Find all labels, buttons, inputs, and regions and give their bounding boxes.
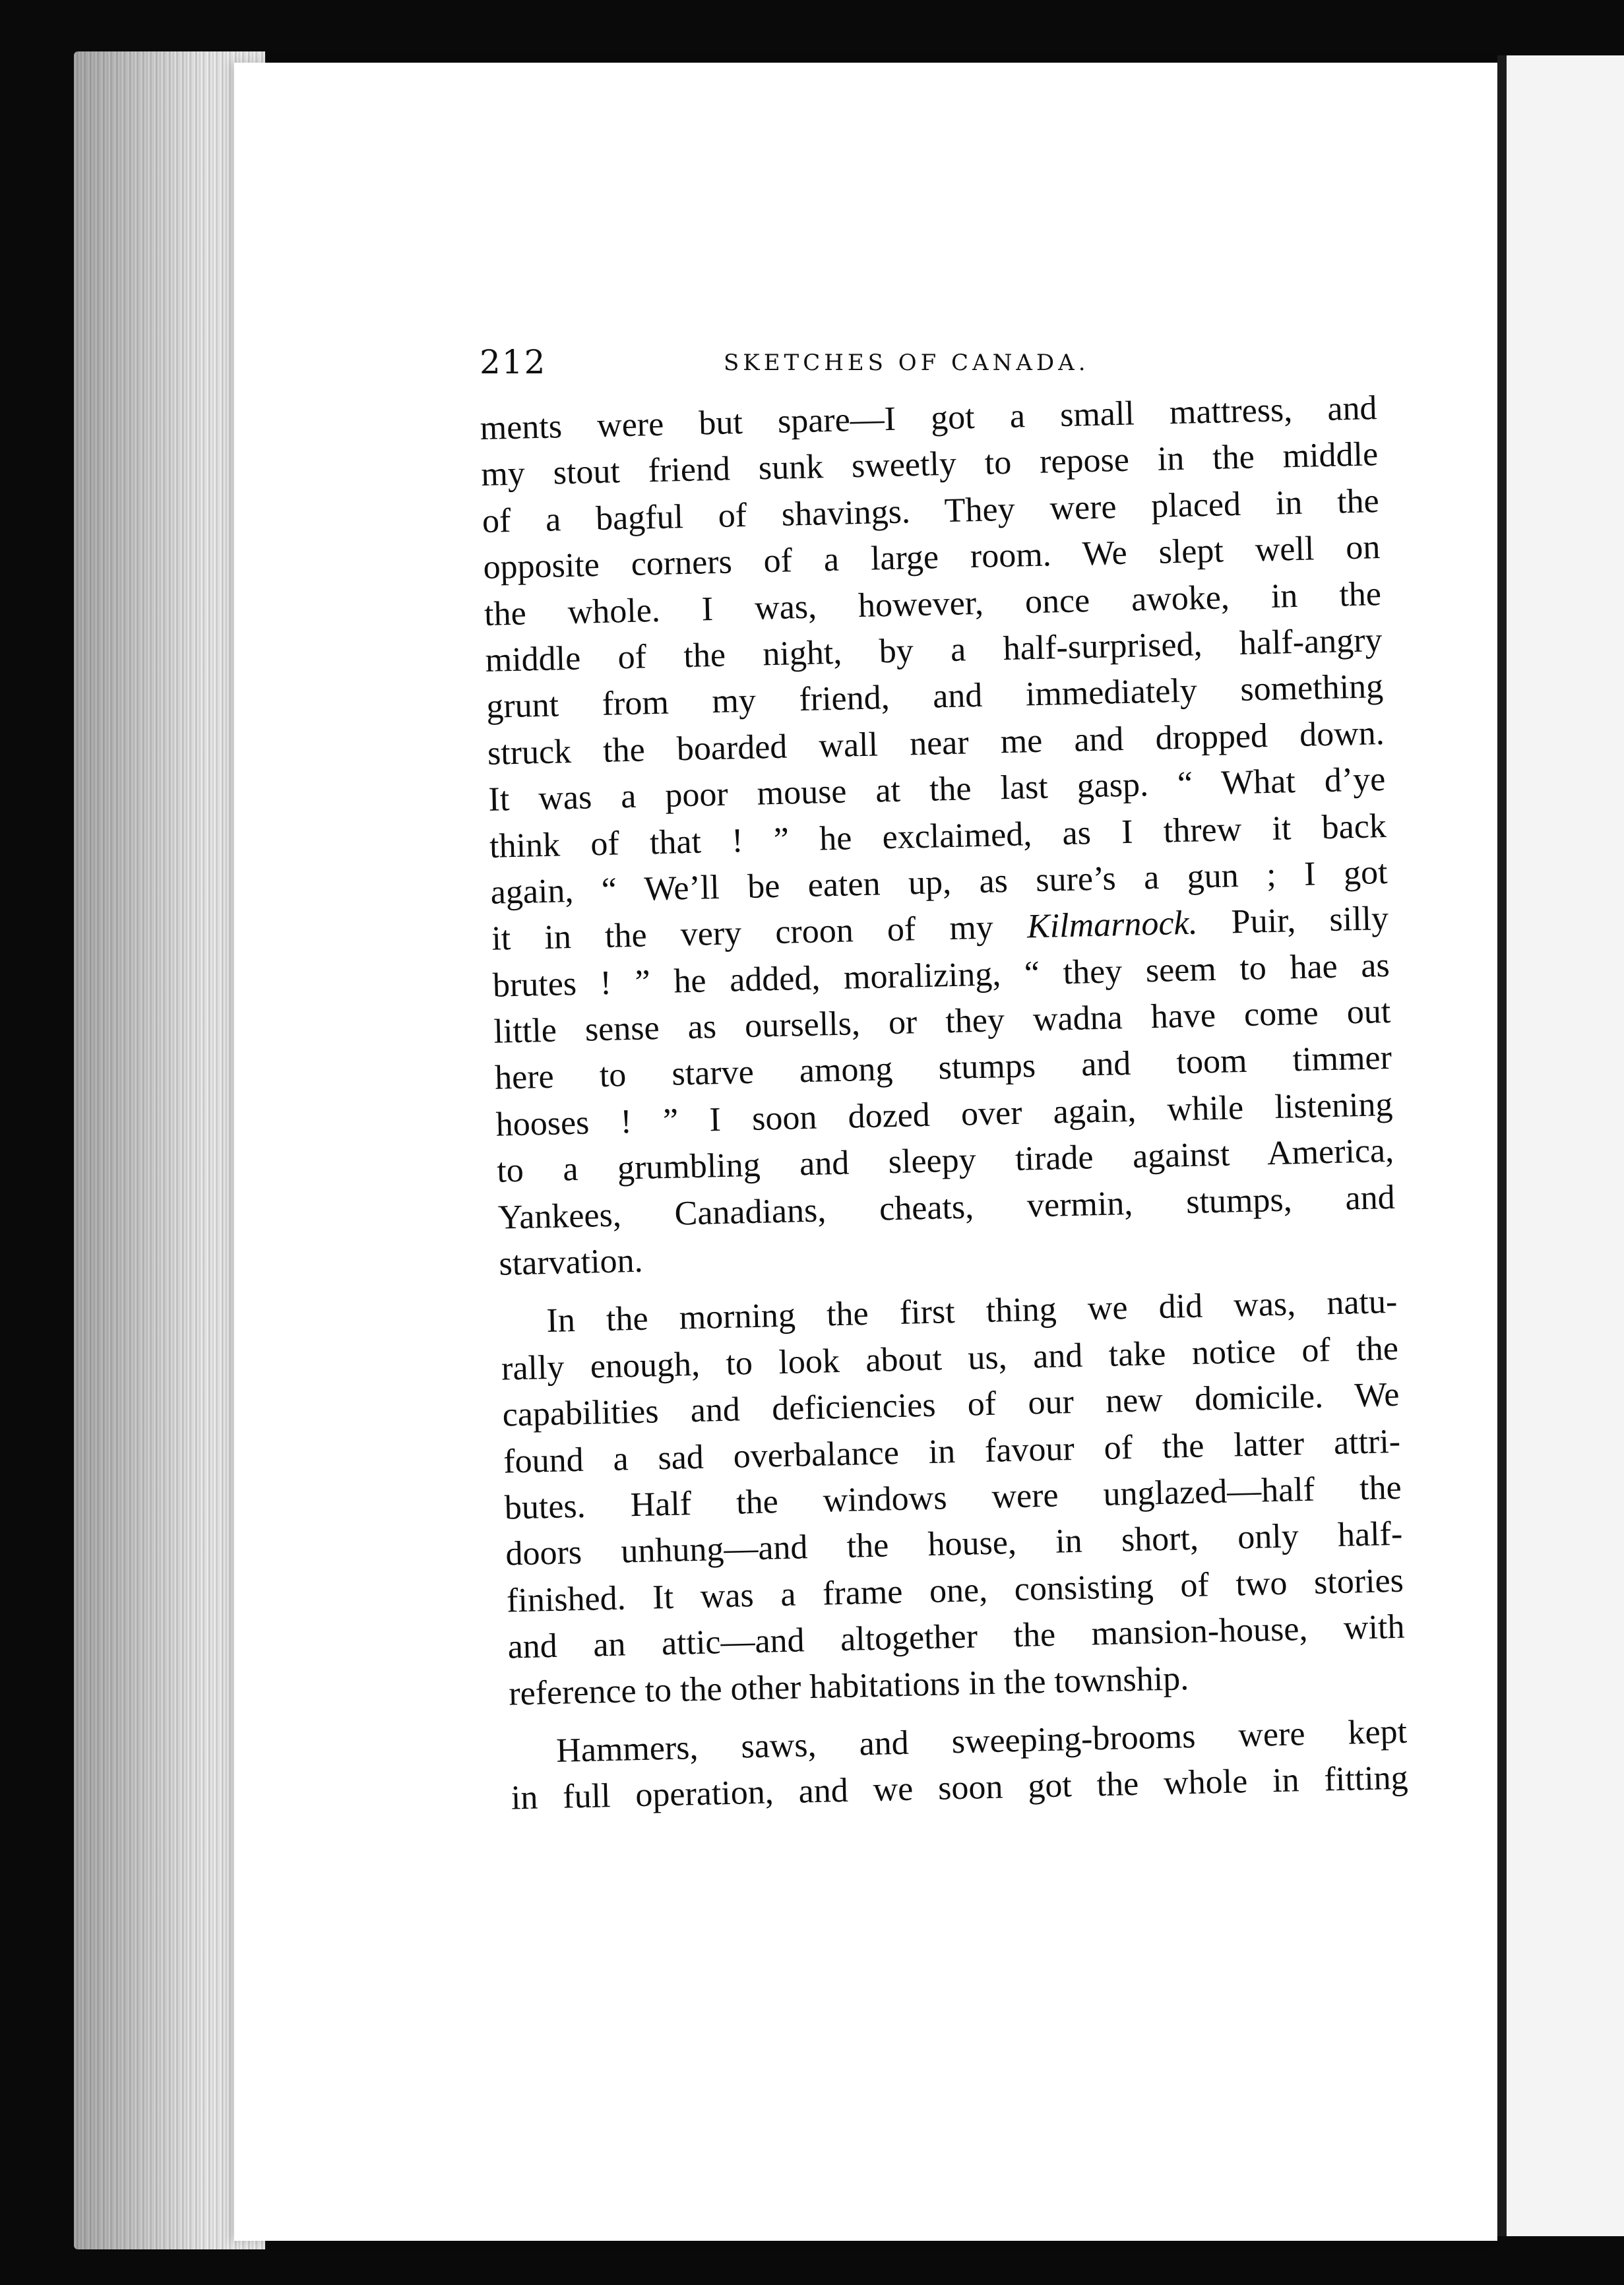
text-line: and an attic—and altogether the mansion-house, with bbox=[507, 1608, 1406, 1666]
book-title-italic: Kilmarnock. bbox=[1026, 904, 1199, 946]
text-line: it in the very croon of my Kilmarnock. Puir, silly bbox=[491, 900, 1389, 958]
text-line: little sense as oursells, or they wadna have come out bbox=[493, 992, 1391, 1051]
opposite-page bbox=[1497, 55, 1624, 2236]
page-number: 212 bbox=[480, 343, 547, 381]
text-line: finished. It was a frame one, consisting of two stories bbox=[506, 1561, 1404, 1620]
text-line: middle of the night, by a half-surprised, half-angry bbox=[485, 621, 1383, 679]
text-line: starvation. bbox=[498, 1241, 644, 1283]
text-line: struck the boarded wall near me and dropped down. bbox=[487, 714, 1385, 772]
text-line: of a bagful of shavings. They were placed in the bbox=[482, 482, 1380, 540]
text-line: the whole. I was, however, once awoke, in the bbox=[484, 575, 1382, 633]
text-line: to a grumbling and sleepy tirade against America, bbox=[496, 1132, 1394, 1190]
text-line: again, “ We’ll be eaten up, as sure’s a gun ; I got bbox=[490, 853, 1389, 912]
text-line: grunt from my friend, and immediately something bbox=[485, 668, 1384, 726]
running-title: SKETCHES OF CANADA. bbox=[724, 350, 1090, 376]
text-line: Yankees, Canadians, cheats, vermin, stumps, and bbox=[497, 1178, 1396, 1237]
text-line: hooses ! ” I soon dozed over again, while listening bbox=[495, 1085, 1394, 1144]
text-line: brutes ! ” he added, moralizing, “ they seem to hae as bbox=[492, 946, 1390, 1005]
text-line: In the morning the first thing we did was, natu- bbox=[546, 1283, 1398, 1340]
text-line: found a sad overbalance in favour of the latter attri- bbox=[503, 1422, 1401, 1481]
text-line: doors unhung—and the house, in short, only half- bbox=[505, 1515, 1403, 1573]
text-line: rally enough, to look about us, and take notice of the bbox=[501, 1329, 1399, 1388]
page-body bbox=[480, 385, 1408, 1822]
text-line: reference to the other habitations in the township. bbox=[508, 1659, 1189, 1713]
text-line: Hammers, saws, and sweeping-brooms were kept bbox=[555, 1712, 1408, 1770]
text-line: in full operation, and we soon got the whole in fitting bbox=[511, 1759, 1409, 1817]
text-line: capabilities and deficiencies of our new domicile. We bbox=[502, 1375, 1400, 1434]
text-line: opposite corners of a large room. We slept well on bbox=[482, 528, 1381, 587]
text-line: butes. Half the windows were unglazed—half the bbox=[504, 1468, 1402, 1527]
text-line: my stout friend sunk sweetly to repose in the middle bbox=[480, 435, 1379, 494]
text-line: ments were but spare—I got a small mattress, and bbox=[480, 389, 1378, 447]
text-line: here to starve among stumps and toom timmer bbox=[494, 1039, 1392, 1098]
text-line: think of that ! ” he exclaimed, as I threw it back bbox=[489, 807, 1387, 865]
text-line: It was a poor mouse at the last gasp. “ What d’ye bbox=[487, 761, 1386, 819]
